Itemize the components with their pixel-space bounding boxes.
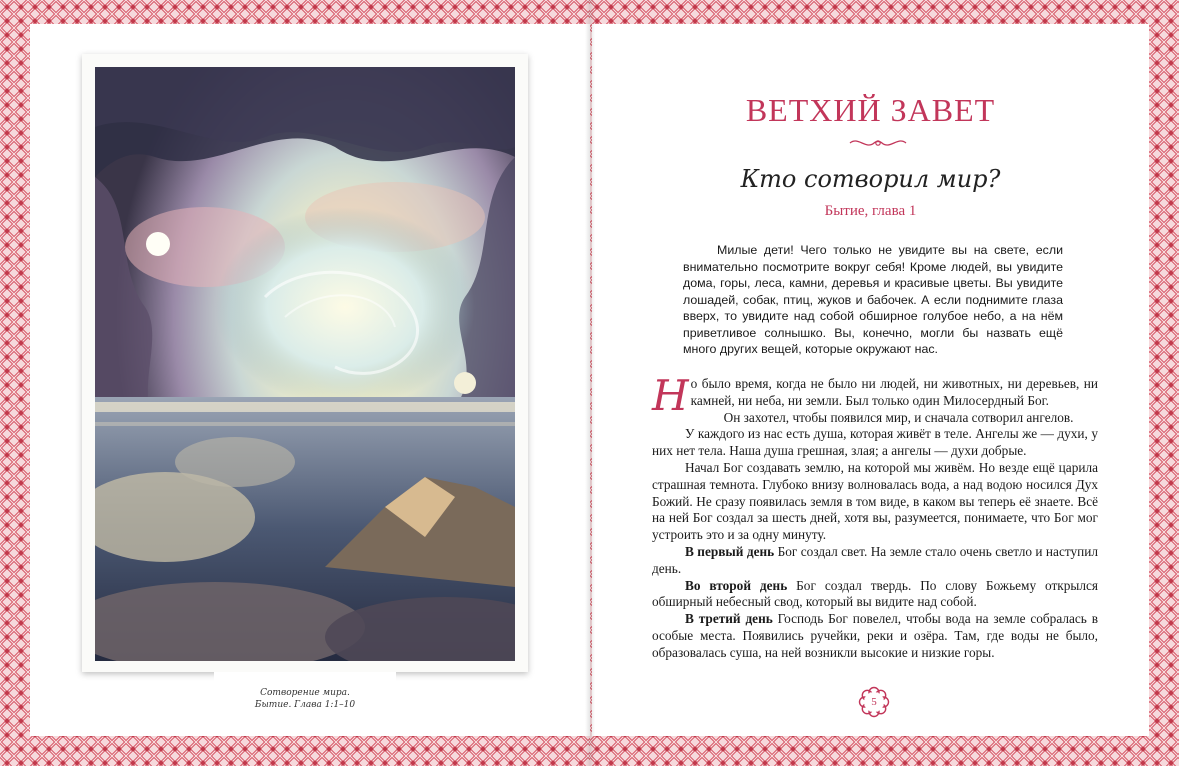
caption-reference: Бытие. Глава 1:1–10 <box>254 700 356 710</box>
body-paragraph <box>652 611 1098 661</box>
story-body <box>652 371 1099 662</box>
body-paragraph: У каждого из нас есть душа, которая живёт в теле. Ангелы же — духи, у них нет тела. Наша душа грешная, злая; а ангелы — духи добрые. <box>652 426 1098 459</box>
body-text: о было время, когда не было ни людей, ни животных, ни деревьев, ни камней, ни неба, ни земли. Был только один Милосердный Бог. <box>690 376 1098 408</box>
day-label: Во второй день <box>685 577 788 593</box>
body-text: Бог создал твердь. По слову Божьему открылся обширный небесный свод, который вы видите над собой. <box>652 577 1099 610</box>
body-paragraph: Он захотел, чтобы появился мир, и сначала сотворил ангелов. <box>723 409 1074 425</box>
day-label: В первый день <box>685 543 775 559</box>
body-text: Бог создал свет. На земле стало очень светло и наступил день. <box>652 543 1098 576</box>
page-number: 5 <box>871 696 877 708</box>
story-subtitle: Бытие, глава 1 <box>824 203 917 219</box>
section-title: ВЕТХИЙ ЗАВЕТ <box>745 92 996 128</box>
body-paragraph <box>652 544 1098 578</box>
page-number-badge <box>858 686 890 718</box>
body-paragraph <box>652 578 1098 612</box>
day-label: В третий день <box>685 611 773 627</box>
story-title: Кто сотворил мир? <box>740 165 1001 193</box>
flourish-divider-icon <box>848 134 908 152</box>
intro-paragraph <box>683 242 1063 358</box>
creation-painting <box>95 67 515 661</box>
intro-text: Милые дети! Чего только не увидите вы на свете, если внимательно посмотрите вокруг себя! Кроме людей, вы увидите дома, горы, леса, камни, деревья и красивые цветы. Вы увидите лошадей, собак, птиц, жуков и бабочек. А если поднимите глаза вверх, то увидите над собой обширное голубое небо, а на нём приветливое солнышко. Вы, конечно, могли бы назвать ещё много других вещей, которые окружают нас. <box>683 243 1063 356</box>
drop-cap: Н <box>652 371 689 420</box>
caption-title: Сотворение мира. <box>260 688 350 698</box>
illustration-caption <box>214 672 396 720</box>
body-text: Господь Бог повелел, чтобы вода на земле собралась в особые места. Появились ручейки, реки и озёра. Там, где воды не было, образовалась суша, на ней возникли высокие и низкие горы. <box>652 611 1098 660</box>
body-paragraph: Начал Бог создавать землю, на которой мы живём. Но везде ещё царила страшная темнота. Глубоко внизу волновалась вода, а над водою носился Дух Божий. Не сразу появилась земля в том виде, в каком вы теперь её знаете. Всё на ней Бог создал за шесть дней, хотя вы, разумеется, понимаете, что Бог мог устроить это и за одну минуту. <box>652 459 1098 543</box>
